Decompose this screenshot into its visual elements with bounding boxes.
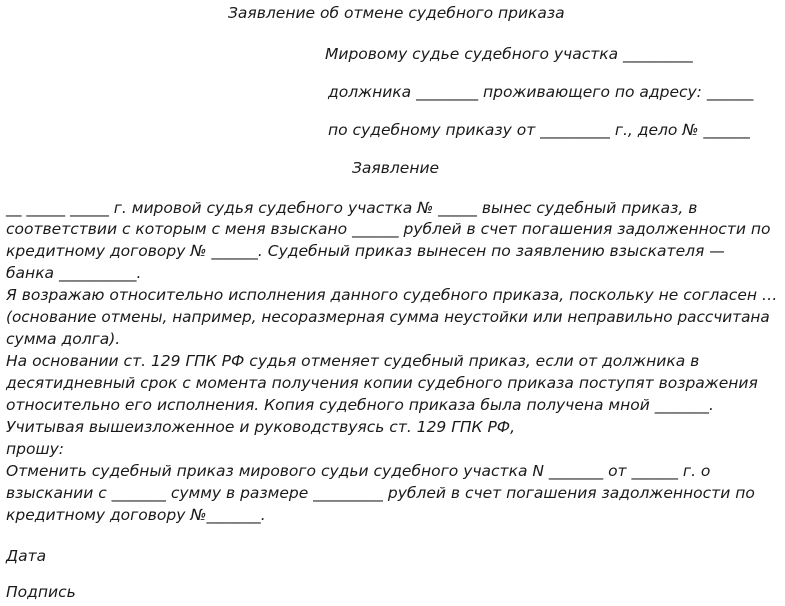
body-line: Я возражаю относительно исполнения данного судебного приказа, поскольку не согласен … (6, 286, 778, 304)
body-line: кредитному договору №_______. (6, 506, 266, 524)
document-title: Заявление об отмене судебного приказа (228, 4, 565, 22)
body-line: относительно его исполнения. Копия судебного приказа была получена мной _______. (6, 396, 714, 414)
addressee-judge-line: Мировому судье судебного участка _________ (325, 45, 693, 63)
date-label: Дата (6, 547, 47, 565)
debtor-address-line: должника ________ проживающего по адресу: ______ (328, 83, 754, 101)
body-line: банка __________. (6, 264, 142, 282)
body-line: соответствии с которым с меня взыскано ______ рублей в счет погашения задолженности по (6, 220, 771, 238)
body-line: (основание отмены, например, несоразмерная сумма неустойки или неправильно рассчитана (6, 308, 770, 326)
body-line: Отменить судебный приказ мирового судьи судебного участка N _______ от ______ г. о (6, 462, 711, 480)
body-line: На основании ст. 129 ГПК РФ судья отменяет судебный приказ, если от должника в (6, 352, 700, 370)
court-order-line: по судебному приказу от _________ г., дело № ______ (328, 121, 750, 139)
body-line: десятидневный срок с момента получения копии судебного приказа поступят возражения (6, 374, 758, 392)
body-line: __ _____ _____ г. мировой судья судебного участка № _____ вынес судебный приказ, в (6, 199, 698, 217)
signature-label: Подпись (6, 583, 76, 601)
body-line: кредитному договору № ______. Судебный приказ вынесен по заявлению взыскателя — (6, 242, 725, 260)
body-line: прошу: (6, 440, 65, 458)
body-line: взыскании с _______ сумму в размере _________ рублей в счет погашения задолженности по (6, 484, 755, 502)
body-line: сумма долга). (6, 330, 121, 348)
body-line: Учитывая вышеизложенное и руководствуясь ст. 129 ГПК РФ, (6, 418, 516, 436)
application-heading: Заявление (352, 159, 440, 177)
